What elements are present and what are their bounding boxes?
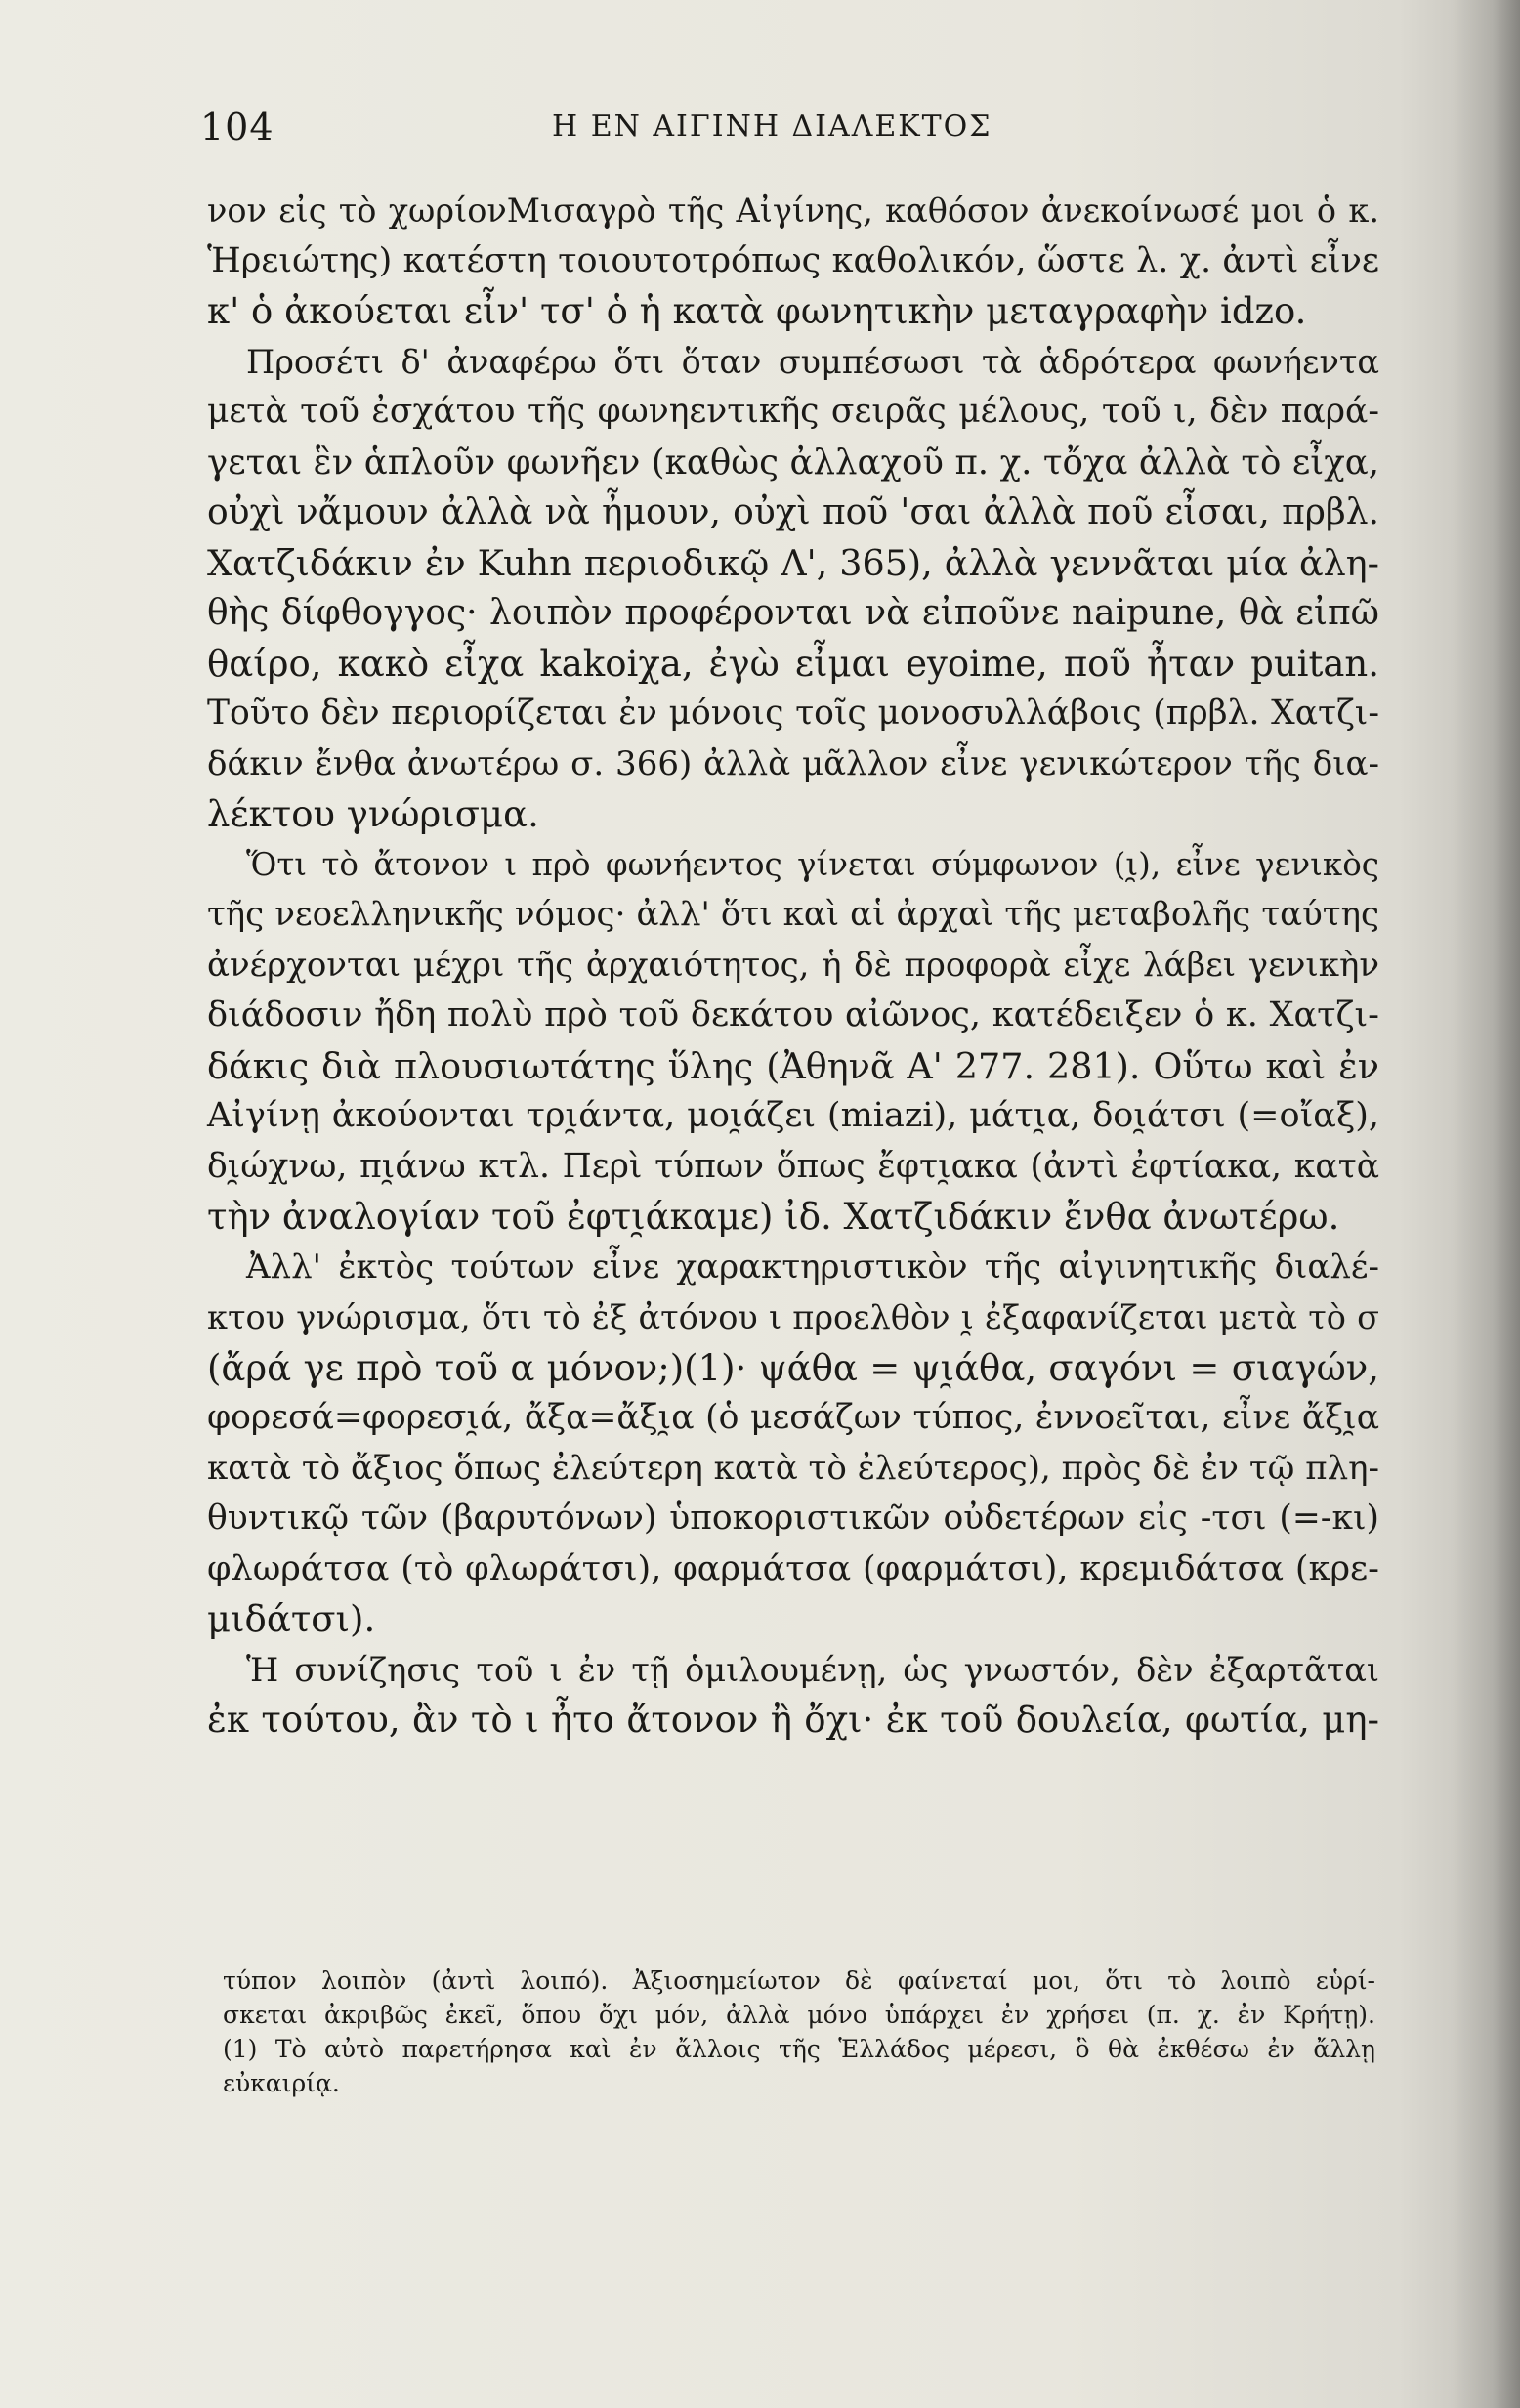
text-line: κτου γνώρισμα, ὅτι τὸ ἐξ ἀτόνου ι προελθὸν ι̯ ἐξαφανίζεται μετὰ τὸ σ xyxy=(207,1298,1379,1336)
text-line: ἀνέρχονται μέχρι τῆς ἀρχαιότητος, ἡ δὲ προφορὰ εἶχε λάβει γενικὴν xyxy=(207,945,1379,985)
text-line: Ὅτι τὸ ἄτονον ι πρὸ φωνήεντος γίνεται σύμφωνον (ι̯), εἶνε γενικὸς xyxy=(246,845,1379,883)
text-line: δάκις διὰ πλουσιωτάτης ὕλης (Ἀθηνᾶ Α' 277. 281). Οὕτω καὶ ἐν xyxy=(207,1044,1379,1087)
text-line: Χατζιδάκιν ἐν Kuhn περιοδικῷ Λ', 365), ἀλλὰ γεννᾶται μία ἀλη- xyxy=(207,541,1379,584)
text-line: μετὰ τοῦ ἐσχάτου τῆς φωνηεντικῆς σειρᾶς μέλους, τοῦ ι, δὲν παρά- xyxy=(207,392,1379,431)
footnote-line: τύπον λοιπὸν (ἀντὶ λοιπό). Ἀξιοσημείωτον δὲ φαίνεταί μοι, ὅτι τὸ λοιπὸ εὑρί- xyxy=(223,1966,1375,1995)
text-line: θυντικῷ τῶν (βαρυτόνων) ὑποκοριστικῶν οὐδετέρων εἰς -τσι (=-κι) xyxy=(207,1499,1379,1538)
text-line: λέκτου γνώρισμα. xyxy=(207,793,539,835)
running-head xyxy=(200,106,1387,154)
text-line: Προσέτι δ' ἀναφέρω ὅτι ὅταν συμπέσωσι τὰ ἁδρότερα φωνήεντα xyxy=(246,342,1379,381)
text-line: θαίρο, κακὸ εἶχα kakoiχa, ἐγὼ εἶμαι eyoime, ποῦ ἦταν puitan. xyxy=(207,642,1379,685)
text-line: τῆς νεοελληνικῆς νόμος· ἀλλ' ὅτι καὶ αἱ ἀρχαὶ τῆς μεταβολῆς ταύτης xyxy=(207,895,1379,934)
text-line: φορεσά=φορεσι̯ά, ἄξα=ἄξι̯α (ὁ μεσάζων τύπος, ἐννοεῖται, εἶνε ἄξι̯α xyxy=(207,1398,1379,1437)
text-line: τὴν ἀναλογίαν τοῦ ἐφτι̯άκαμε) ἰδ. Χατζιδάκιν ἔνθα ἀνωτέρω. xyxy=(207,1196,1340,1238)
text-line: δι̯ώχνω, πι̯άνω κτλ. Περὶ τύπων ὅπως ἔφτι̯ακα (ἀντὶ ἐφτίακα, κατὰ xyxy=(207,1146,1379,1186)
footnote-line: (1) Τὸ αὐτὸ παρετήρησα καὶ ἐν ἄλλοις τῆς Ἑλλάδος μέρεσι, ὃ θὰ ἐκθέσω ἐν ἄλλῃ xyxy=(223,2035,1375,2063)
binding-shadow xyxy=(1452,0,1520,2408)
text-line: ἐκ τούτου, ἂν τὸ ι ἦτο ἄτονον ἢ ὄχι· ἐκ τοῦ δουλεία, φωτία, μη- xyxy=(207,1699,1379,1741)
text-line: φλωράτσα (τὸ φλωράτσι), φαρμάτσα (φαρμάτσι), κρεμιδάτσα (κρε- xyxy=(207,1548,1379,1588)
page-number: 104 xyxy=(200,106,274,148)
text-line: κατὰ τὸ ἄξιος ὅπως ἐλεύτερη κατὰ τὸ ἐλεύτερος), πρὸς δὲ ἐν τῷ πλη- xyxy=(207,1448,1379,1488)
footnote-line: εὐκαιρίᾳ. xyxy=(223,2069,340,2097)
text-line: Ἡ συνίζησις τοῦ ι ἐν τῇ ὁμιλουμένῃ, ὡς γνωστόν, δὲν ἐξαρτᾶται xyxy=(246,1650,1379,1689)
text-line: δάκιν ἔνθα ἀνωτέρω σ. 366) ἀλλὰ μᾶλλον εἶνε γενικώτερον τῆς δια- xyxy=(207,743,1379,783)
text-line: Τοῦτο δὲν περιορίζεται ἐν μόνοις τοῖς μονοσυλλάβοις (πρβλ. Χατζι- xyxy=(207,694,1379,733)
text-line: νον εἰς τὸ χωρίονΜισαγρὸ τῆς Αἰγίνης, καθόσον ἀνεκοίνωσέ μοι ὁ κ. xyxy=(207,191,1379,230)
text-line: (ἄρά γε πρὸ τοῦ α μόνον;)(1)· ψάθα = ψι̯άθα, σαγόνι = σιαγών, xyxy=(207,1346,1379,1389)
text-line: διάδοσιν ἤδη πολὺ πρὸ τοῦ δεκάτου αἰῶνος, κατέδειξεν ὁ κ. Χατζι- xyxy=(207,995,1379,1035)
text-line: Αἰγίνῃ ἀκούονται τρι̯άντα, μοι̯άζει (miazi), μάτι̯α, δοι̯άτσι (=οἴαξ), xyxy=(207,1096,1379,1135)
text-line: μιδάτσι). xyxy=(207,1598,376,1640)
text-line: κ' ὁ ἀκούεται εἶν' τσ' ὁ ἡ κατὰ φωνητικὴν μεταγραφὴν idzo. xyxy=(207,290,1307,332)
running-title: Η ΕΝ ΑΙΓΙΝΗ ΔΙΑΛΕΚΤΟΣ xyxy=(552,109,992,144)
text-line: οὐχὶ νἄμουν ἀλλὰ νὰ ἦμουν, οὐχὶ ποῦ 'σαι ἀλλὰ ποῦ εἶσαι, πρβλ. xyxy=(207,492,1379,532)
text-line: Ἡρειώτης) κατέστη τοιουτοτρόπως καθολικόν, ὥστε λ. χ. ἀντὶ εἶνε xyxy=(207,240,1379,280)
text-line: Ἀλλ' ἐκτὸς τούτων εἶνε χαρακτηριστικὸν τῆς αἰγινητικῆς διαλέ- xyxy=(246,1246,1379,1287)
body-text xyxy=(207,186,1379,1746)
text-line: θὴς δίφθογγος· λοιπὸν προφέρονται νὰ εἰποῦνε naipune, θὰ εἰπῶ xyxy=(207,593,1379,633)
footnote-line: σκεται ἀκριβῶς ἐκεῖ, ὅπου ὄχι μόν, ἀλλὰ μόνο ὑπάρχει ἐν χρήσει (π. χ. ἐν Κρήτῃ). xyxy=(223,2001,1375,2029)
text-line: γεται ἓν ἁπλοῦν φωνῆεν (καθὼς ἀλλαχοῦ π. χ. τὄχα ἀλλὰ τὸ εἶχα, xyxy=(207,442,1379,483)
footnotes xyxy=(223,1964,1375,2100)
